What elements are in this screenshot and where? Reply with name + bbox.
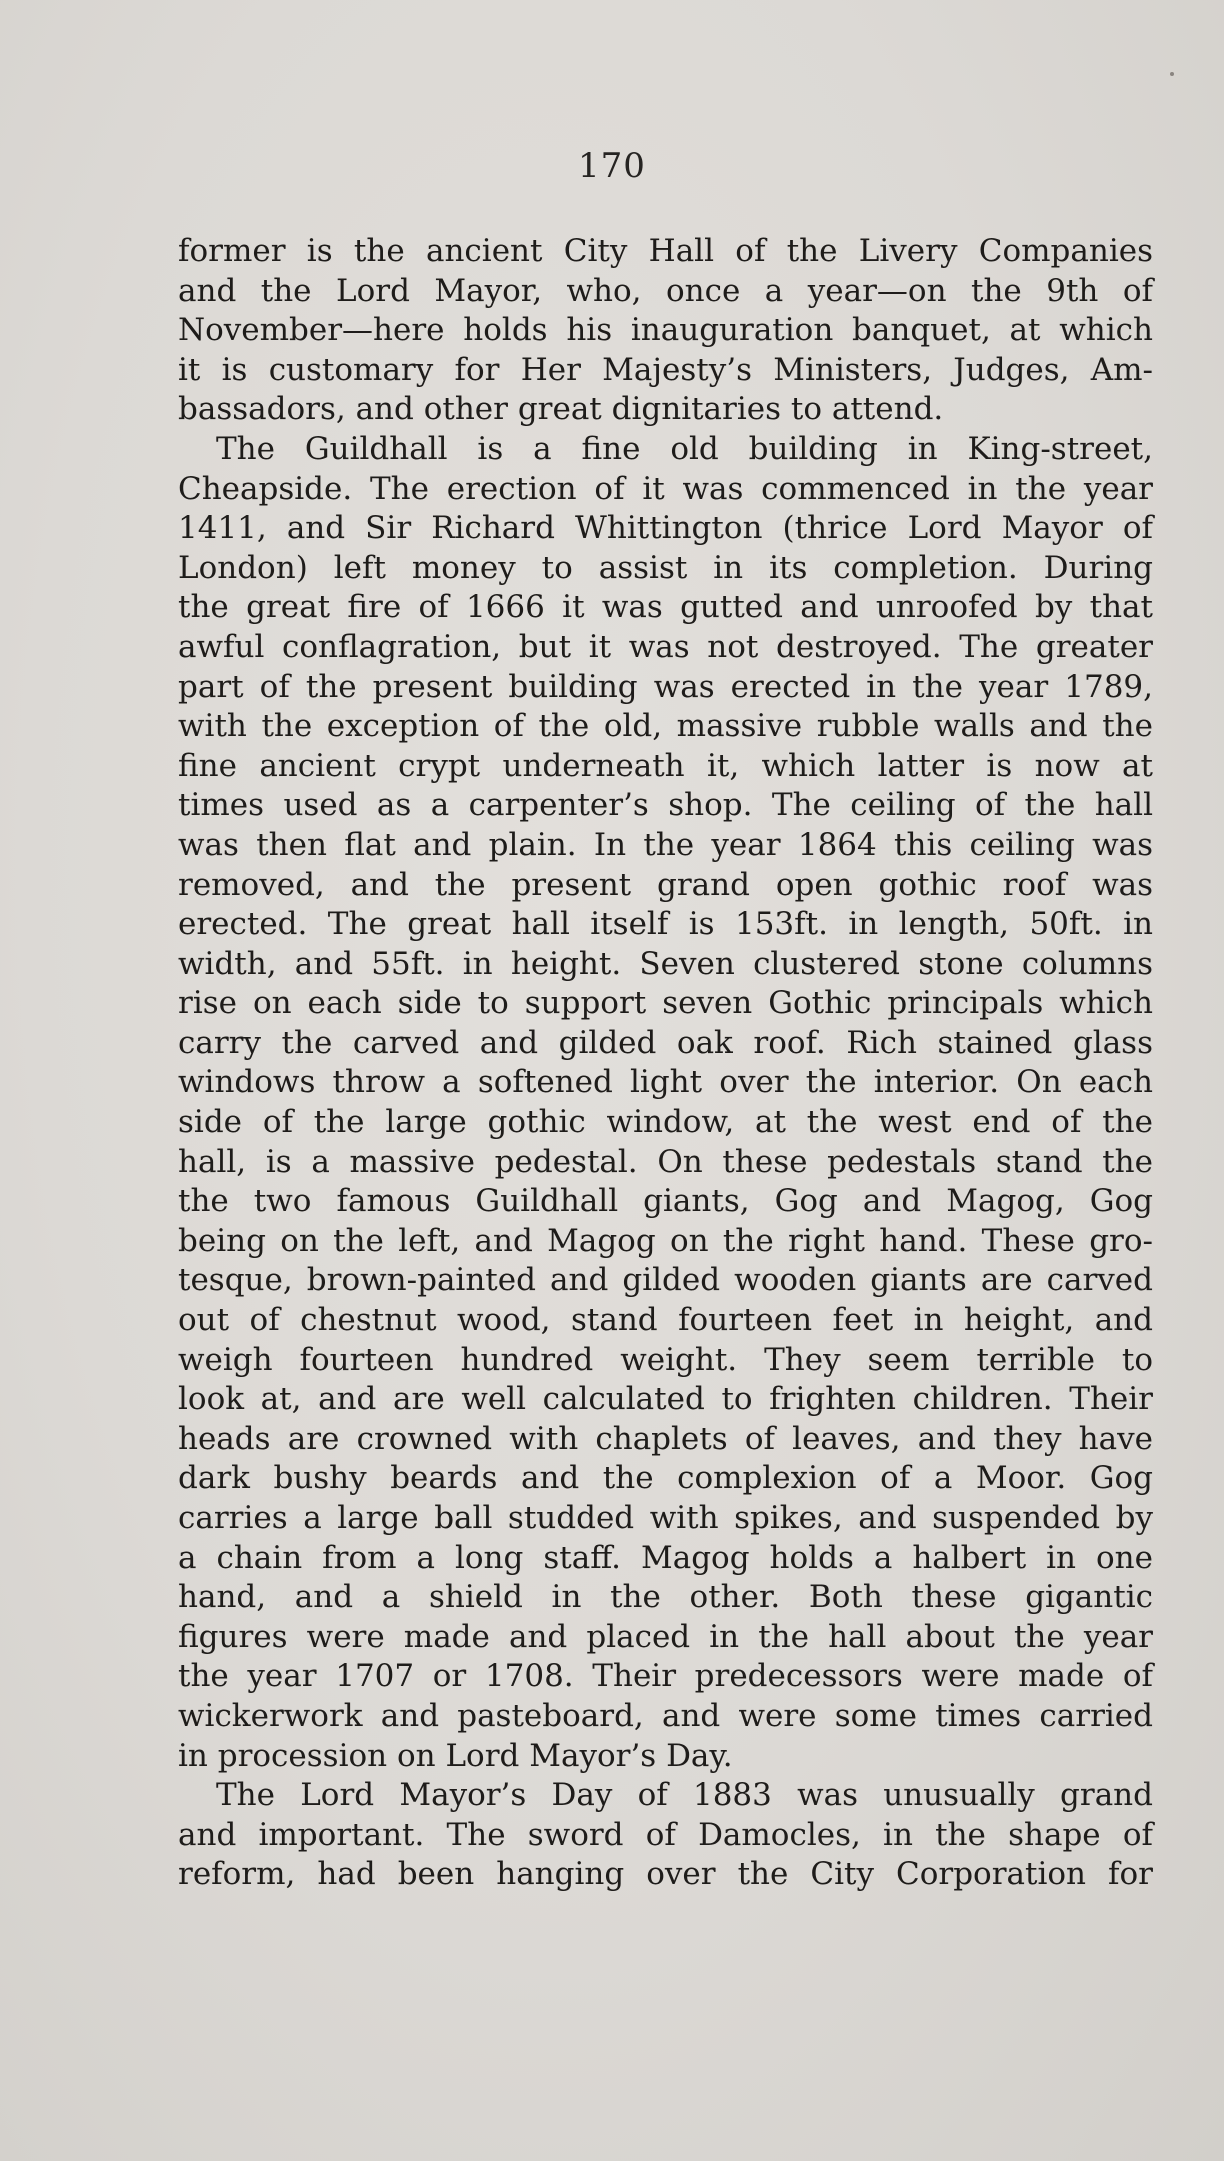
text-line: figures were made and placed in the hall about the year [178,1618,1153,1655]
text-line: with the exception of the old, massive rubble walls and the [178,708,1153,745]
text-line: erected. The great hall itself is 153ft. in length, 50ft. in [178,906,1153,943]
page-number: 170 [578,146,646,186]
text-line: London) left money to assist in its completion. During [178,549,1153,586]
text-line: 1411, and Sir Richard Whittington (thrice Lord Mayor of [178,510,1153,547]
text-line: reform, had been hanging over the City Corporation for [178,1856,1153,1893]
text-line: dark bushy beards and the complexion of a Moor. Gog [178,1460,1153,1497]
text-line: tesque, brown-painted and gilded wooden giants are carved [178,1262,1153,1299]
text-line: times used as a carpenter’s shop. The ceiling of the hall [178,787,1153,824]
text-line: November—here holds his inauguration banquet, at which [178,312,1153,349]
text-line: bassadors, and other great dignitaries to attend. [178,391,944,428]
text-line: carry the carved and gilded oak roof. Rich stained glass [178,1024,1153,1061]
text-line: hand, and a shield in the other. Both these gigantic [178,1579,1153,1616]
text-line: out of chestnut wood, stand fourteen feet in height, and [178,1302,1153,1339]
text-line: hall, is a massive pedestal. On these pedestals stand the [178,1143,1153,1180]
text-line: Cheapside. The erection of it was commenced in the year [178,470,1153,507]
text-line: in procession on Lord Mayor’s Day. [178,1737,733,1774]
text-line: it is customary for Her Majesty’s Ministers, Judges, Am- [178,351,1153,388]
paragraph-start-line: The Lord Mayor’s Day of 1883 was unusually grand [216,1777,1153,1814]
text-line: side of the large gothic window, at the west end of the [178,1104,1153,1141]
text-line: the year 1707 or 1708. Their predecessors were made of [178,1658,1153,1695]
text-line: removed, and the present grand open gothic roof was [178,866,1153,903]
text-line: carries a large ball studded with spikes, and suspended by [178,1500,1153,1536]
text-line: the great fire of 1666 it was gutted and unroofed by that [178,589,1153,626]
paragraph-start-line: The Guildhall is a fine old building in King-street, [216,430,1153,467]
text-line: being on the left, and Magog on the right hand. These gro- [178,1222,1153,1259]
text-line: heads are crowned with chaplets of leaves, and they have [178,1420,1153,1457]
text-line: was then flat and plain. In the year 1864 this ceiling was [178,826,1153,863]
text-line: and important. The sword of Damocles, in the shape of [178,1816,1153,1853]
text-line: weigh fourteen hundred weight. They seem terrible to [178,1341,1153,1378]
text-line: rise on each side to support seven Gothic principals which [178,985,1153,1022]
text-line: awful conflagration, but it was not destroyed. The greater [178,628,1153,665]
paper-speck [1170,72,1174,76]
text-line: and the Lord Mayor, who, once a year—on the 9th of [178,272,1153,309]
text-line: look at, and are well calculated to frighten children. Their [178,1381,1153,1418]
body-text [178,232,1153,1895]
text-line: windows throw a softened light over the interior. On each [178,1064,1153,1101]
text-line: a chain from a long staff. Magog holds a halbert in one [178,1539,1153,1576]
text-line: fine ancient crypt underneath it, which latter is now at [178,747,1153,784]
text-line: part of the present building was erected in the year 1789, [178,668,1153,705]
text-line: width, and 55ft. in height. Seven clustered stone columns [178,945,1153,982]
text-line: wickerwork and pasteboard, and were some times carried [178,1697,1153,1734]
text-line: former is the ancient City Hall of the Livery Companies [178,233,1153,269]
text-line: the two famous Guildhall giants, Gog and Magog, Gog [178,1183,1153,1220]
